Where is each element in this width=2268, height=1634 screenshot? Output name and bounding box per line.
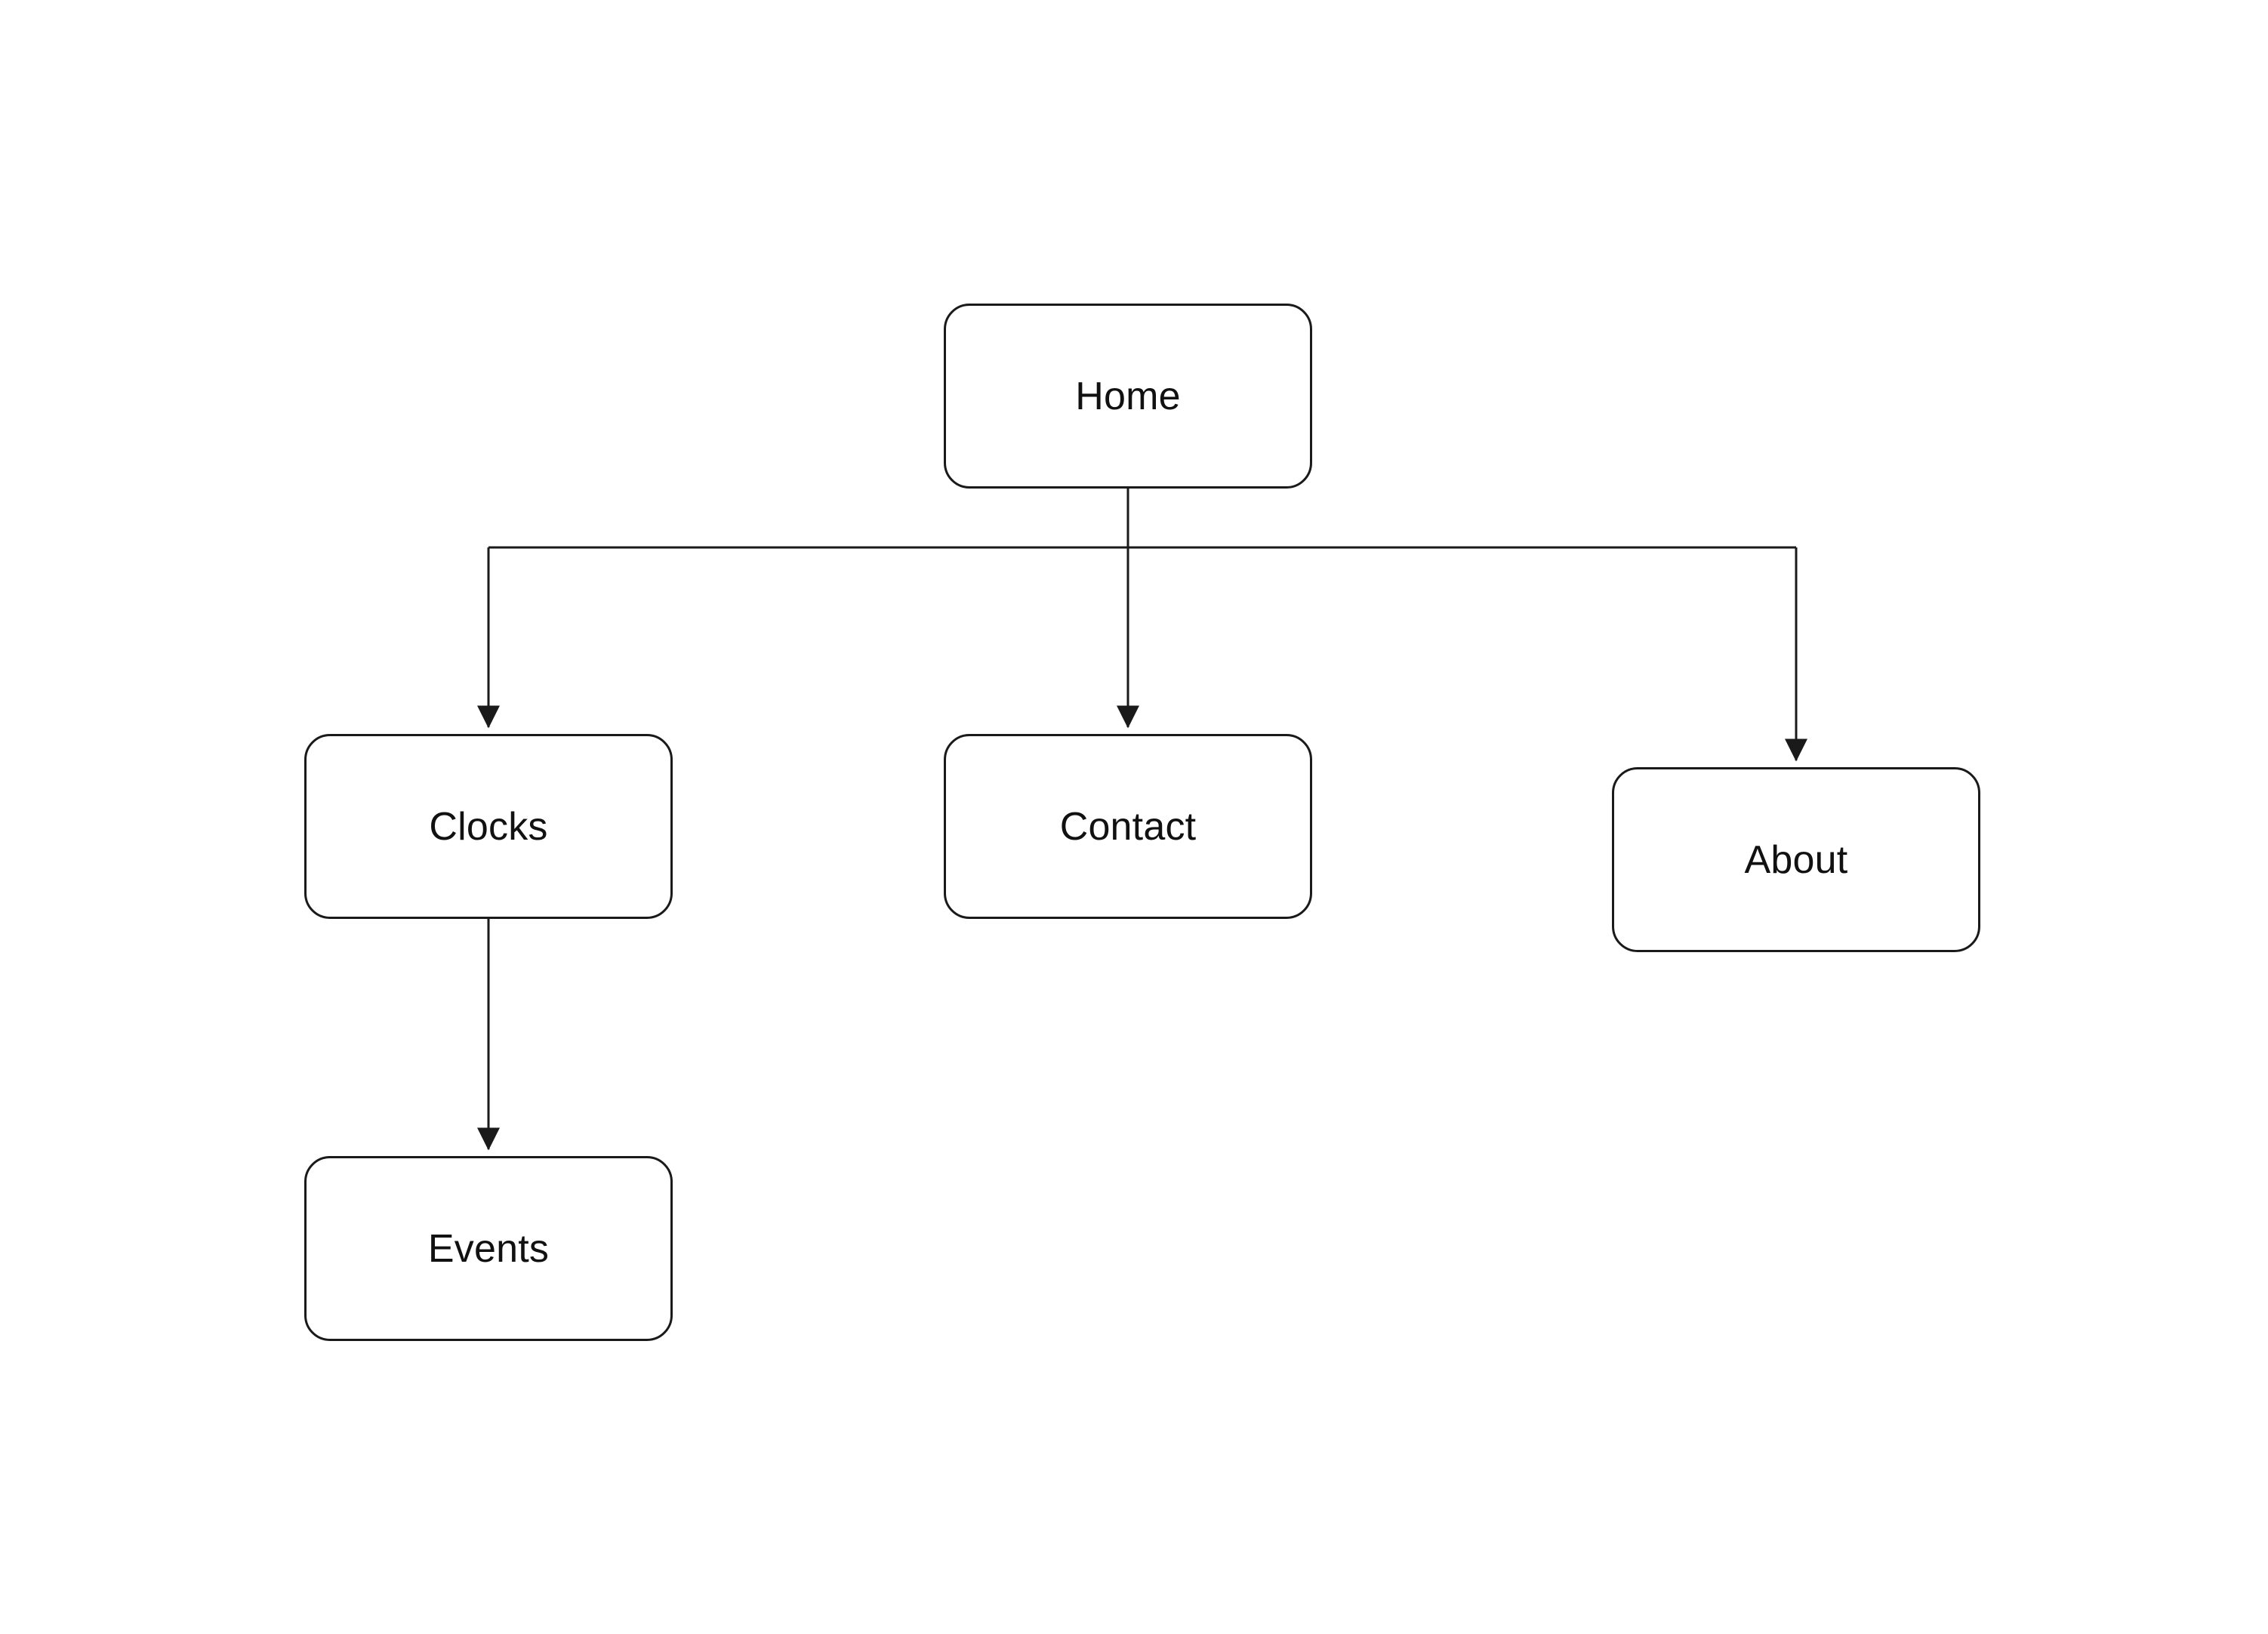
node-events-label: Events: [427, 1226, 550, 1271]
node-about[interactable]: [1612, 767, 1980, 952]
node-about-label: About: [1744, 837, 1848, 882]
node-contact[interactable]: [944, 734, 1312, 919]
node-events[interactable]: [304, 1156, 673, 1341]
node-clocks-label: Clocks: [429, 804, 548, 849]
node-contact-label: Contact: [1059, 804, 1197, 849]
node-home[interactable]: [944, 304, 1312, 489]
node-home-label: Home: [1075, 374, 1181, 418]
node-clocks[interactable]: [304, 734, 673, 919]
